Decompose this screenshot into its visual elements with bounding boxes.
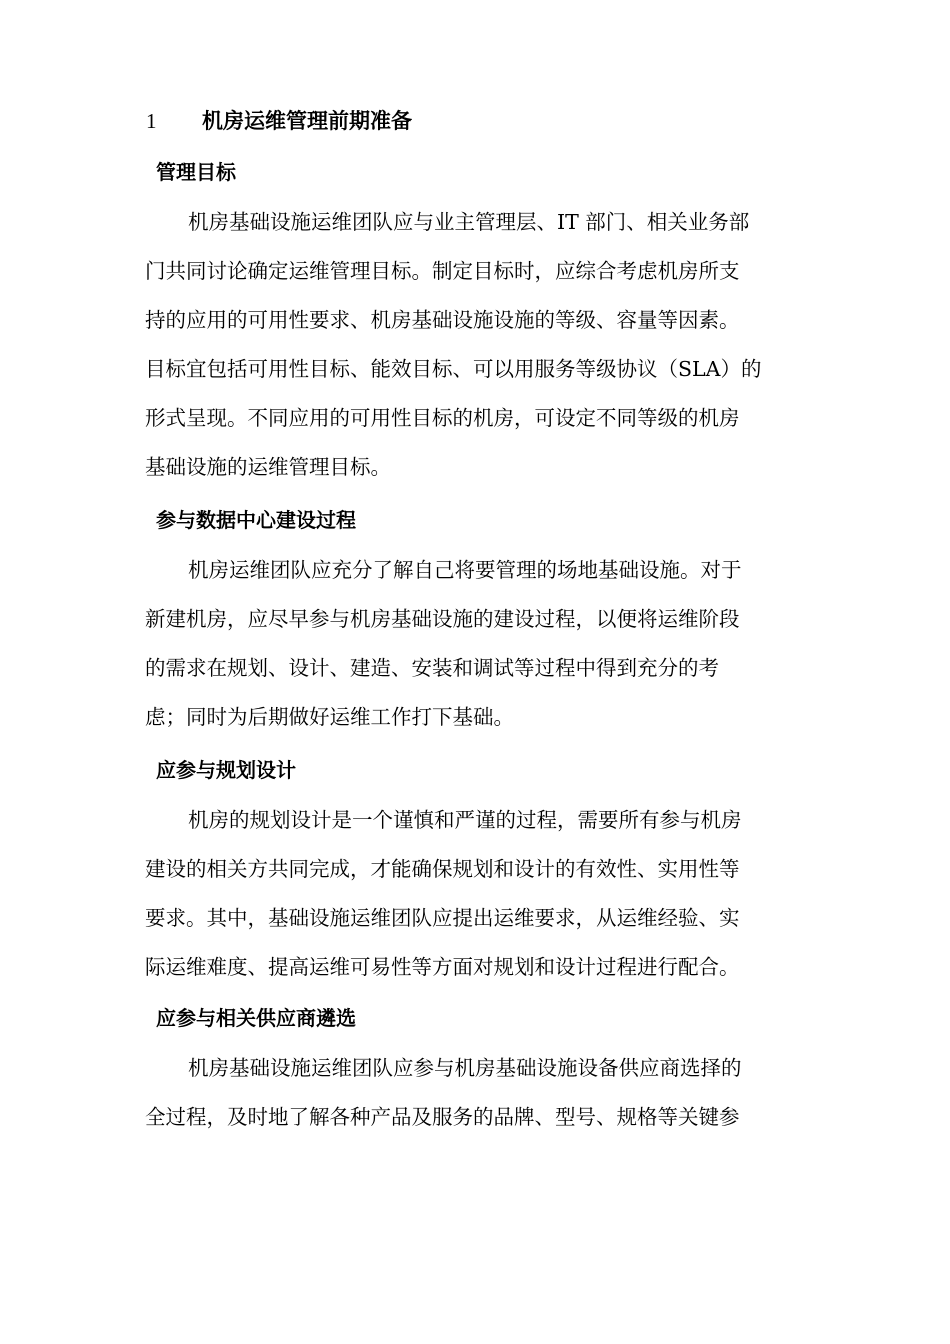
chapter-heading bbox=[146, 106, 412, 136]
section-paragraph-planning-design bbox=[145, 796, 810, 992]
section-paragraph-datacenter-construction bbox=[145, 546, 810, 742]
paragraph-line: 机房基础设施运维团队应与业主管理层、IT 部门、相关业务部 bbox=[188, 210, 750, 234]
paragraph-line: 目标宜包括可用性目标、能效目标、可以用服务等级协议（SLA）的 bbox=[145, 357, 762, 381]
paragraph-line: 机房的规划设计是一个谨慎和严谨的过程，需要所有参与机房 bbox=[188, 808, 742, 832]
paragraph-line: 基础设施的运维管理目标。 bbox=[145, 455, 391, 479]
section-paragraph-supplier-selection bbox=[145, 1044, 810, 1142]
paragraph-line: 虑；同时为后期做好运维工作打下基础。 bbox=[145, 705, 514, 729]
paragraph-line: 形式呈现。不同应用的可用性目标的机房，可设定不同等级的机房 bbox=[145, 406, 740, 430]
paragraph-line: 持的应用的可用性要求、机房基础设施设施的等级、容量等因素。 bbox=[145, 308, 740, 332]
paragraph-line: 的需求在规划、设计、建造、安装和调试等过程中得到充分的考 bbox=[145, 656, 719, 680]
chapter-title: 机房运维管理前期准备 bbox=[202, 109, 412, 133]
paragraph-line: 新建机房，应尽早参与机房基础设施的建设过程，以便将运维阶段 bbox=[145, 607, 740, 631]
chapter-number: 1 bbox=[146, 109, 157, 133]
section-heading-management-goals: 管理目标 bbox=[156, 160, 236, 184]
section-heading-datacenter-construction: 参与数据中心建设过程 bbox=[156, 508, 356, 532]
section-paragraph-management-goals bbox=[145, 198, 810, 492]
paragraph-line: 际运维难度、提高运维可易性等方面对规划和设计过程进行配合。 bbox=[145, 955, 740, 979]
section-heading-planning-design: 应参与规划设计 bbox=[156, 758, 296, 782]
paragraph-line: 机房运维团队应充分了解自己将要管理的场地基础设施。对于 bbox=[188, 558, 742, 582]
section-heading-supplier-selection: 应参与相关供应商遴选 bbox=[156, 1006, 356, 1030]
paragraph-line: 要求。其中，基础设施运维团队应提出运维要求，从运维经验、实 bbox=[145, 906, 740, 930]
paragraph-line: 机房基础设施运维团队应参与机房基础设施设备供应商选择的 bbox=[188, 1056, 742, 1080]
paragraph-line: 建设的相关方共同完成，才能确保规划和设计的有效性、实用性等 bbox=[145, 857, 740, 881]
paragraph-line: 门共同讨论确定运维管理目标。制定目标时，应综合考虑机房所支 bbox=[145, 259, 740, 283]
paragraph-line: 全过程，及时地了解各种产品及服务的品牌、型号、规格等关键参 bbox=[145, 1105, 740, 1129]
